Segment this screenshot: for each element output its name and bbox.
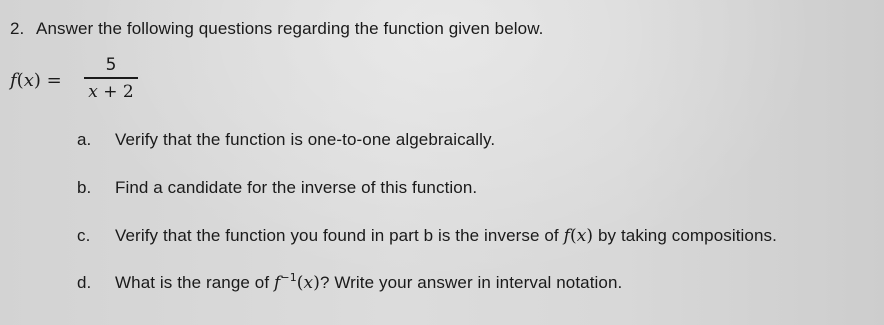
fraction-numerator: 5: [105, 55, 117, 75]
question-number: 2.: [10, 19, 25, 38]
part-c-marker: c.: [77, 226, 91, 245]
part-c-variable: x: [576, 226, 587, 246]
function-name: f: [10, 70, 17, 91]
part-c-text-before: Verify that the function you found in part b is the inverse of: [115, 226, 564, 245]
question-heading: [10, 19, 543, 39]
fraction-denominator: [80, 81, 142, 103]
part-d-marker: d.: [77, 273, 92, 292]
part-c-math: [564, 226, 594, 246]
question-prompt: Answer the following questions regarding the function given below.: [36, 19, 544, 38]
lhs-variable: x: [23, 70, 34, 91]
part-d-math: [274, 273, 320, 293]
part-d-inverse-superscript: −1: [280, 271, 297, 284]
denominator-rest: + 2: [97, 81, 134, 102]
fraction: [80, 54, 142, 103]
part-b-marker: b.: [77, 178, 92, 197]
fraction-bar: [84, 77, 138, 79]
part-a: [77, 130, 495, 150]
part-b: [77, 178, 477, 198]
part-d-text-before: What is the range of: [115, 273, 274, 292]
part-d-open-paren: (: [296, 273, 304, 293]
part-d-text-after: ? Write your answer in interval notation.: [319, 273, 623, 292]
part-a-marker: a.: [77, 130, 92, 149]
part-c-close-paren: ): [586, 226, 594, 246]
part-c-func-name: f: [563, 226, 570, 246]
denominator-variable: x: [88, 81, 98, 102]
part-c-text-after: by taking compositions.: [593, 226, 777, 245]
part-d-close-paren: ): [313, 273, 320, 293]
lhs-open-paren: (: [16, 70, 24, 91]
part-d-func-name: f: [273, 273, 281, 293]
part-c: [77, 226, 777, 246]
part-d-variable: x: [303, 273, 314, 293]
lhs-close-equals: ) =: [33, 70, 62, 91]
function-lhs: [10, 70, 62, 91]
part-d: [77, 273, 622, 293]
part-c-open-paren: (: [569, 226, 577, 246]
part-a-text: Verify that the function is one-to-one algebraically.: [115, 130, 496, 149]
part-b-text: Find a candidate for the inverse of this function.: [115, 178, 478, 197]
